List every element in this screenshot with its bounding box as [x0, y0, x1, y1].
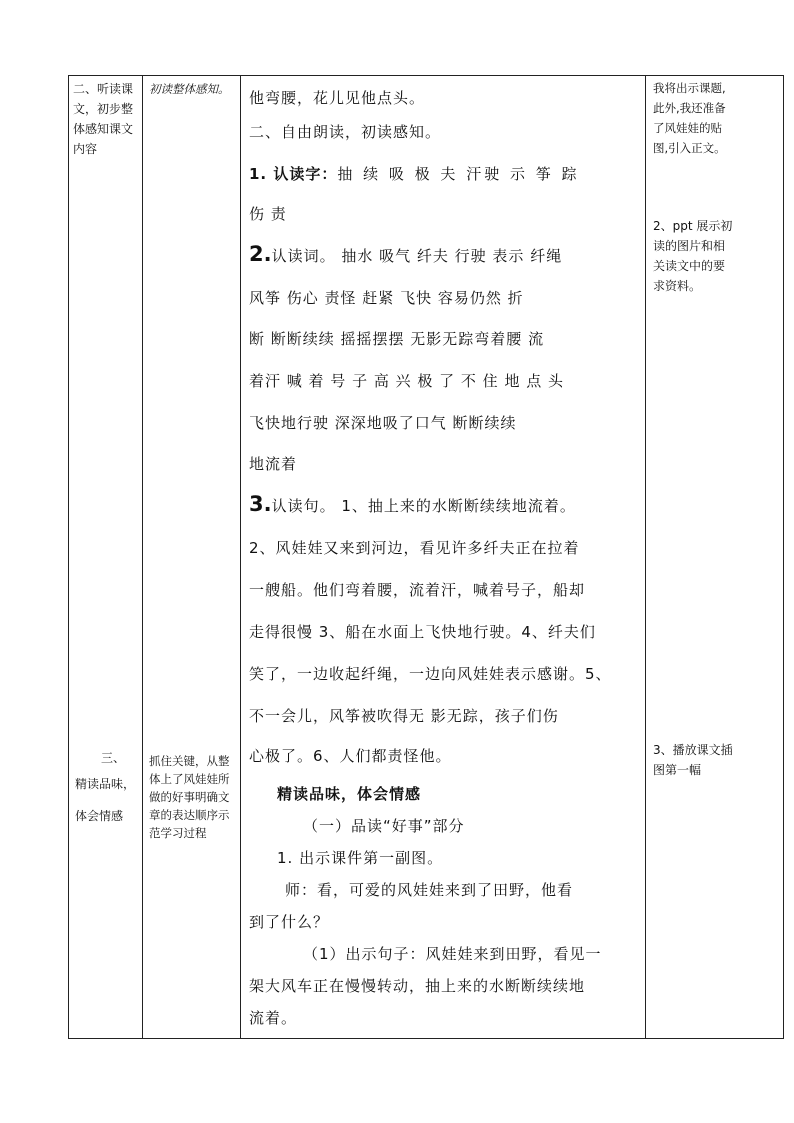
content-line: 风筝 伤心 责怪 赶紧 飞快 容易仍然 折	[249, 289, 524, 307]
content-line: 心极了。6、人们都责怪他。	[249, 747, 452, 765]
content-line: 一艘船。他们弯着腰，流着汗，喊着号子，船却	[249, 581, 586, 599]
word-list: 认读词。 抽水 吸气 纤夫 行驶 表示 纤绳	[271, 247, 563, 265]
item-number: 2.	[249, 242, 272, 266]
step-3-title-line1: 三、	[101, 751, 126, 765]
content-line: （1）出示句子：风娃娃来到田野，看见一	[303, 945, 602, 963]
content-line: 到了什么？	[249, 913, 330, 931]
step-3-title-line2: 精读品味，	[75, 777, 136, 791]
content-column	[241, 76, 646, 1039]
content-line: 不一会儿，风筝被吹得无 影无踪，孩子们伤	[249, 707, 559, 725]
step-3-title-line3: 体会情感	[75, 809, 124, 823]
content-line: 着汗 喊 着 号 子 高 兴 极 了 不 住 地 点 头	[249, 372, 564, 390]
content-line: 流着。	[249, 1009, 298, 1027]
step-column	[69, 76, 143, 1039]
content-line: 飞快地行驶 深深地吸了口气 断断续续	[249, 414, 517, 432]
content-line	[249, 494, 576, 516]
content-line	[249, 244, 562, 266]
note-1: 我将出示课题,此外,我还准备了风娃娃的贴图,引入正文。	[653, 81, 726, 155]
content-line: 1. 出示课件第一副图。	[277, 849, 444, 867]
goal-3-text: 抓住关键，从整体上了风娃娃所做的好事明确文章的表达顺序示范学习过程	[149, 754, 230, 840]
table-row	[69, 76, 784, 1039]
goal-2-text: 初读整体感知。	[149, 82, 230, 96]
content-line: 伤 责	[249, 205, 287, 223]
lesson-plan-table	[68, 75, 784, 1039]
content-line: 断 断断续续 摇摇摆摆 无影无踪弯着腰 流	[249, 330, 545, 348]
char-list-label: 1. 认读字：	[249, 165, 338, 183]
step-2-title: 二、听读课文，初步整体感知课文内容	[73, 82, 134, 156]
goal-column	[143, 76, 241, 1039]
char-list: 抽 续 吸 极 夫 汗驶 示 筝 踪	[337, 165, 580, 183]
content-line: 地流着	[249, 455, 298, 473]
content-line: 二、自由朗读，初读感知。	[249, 123, 442, 141]
content-line: 笑了，一边收起纤绳，一边向风娃娃表示感谢。5、	[249, 665, 612, 683]
content-line: 2、风娃娃又来到河边，看见许多纤夫正在拉着	[249, 539, 580, 557]
content-line	[249, 164, 580, 184]
note-2: 2、ppt 展示初读的图片和相关读文中的要求资料。	[653, 219, 733, 293]
content-line: 走得很慢 3、船在水面上飞快地行驶。4、纤夫们	[249, 623, 596, 641]
content-line: 他弯腰，花儿见他点头。	[249, 89, 426, 107]
note-3: 3、播放课文插图第一幅	[653, 743, 733, 777]
content-line: （一）品读“好事”部分	[303, 817, 465, 835]
section-heading: 精读品味，体会情感	[277, 785, 422, 803]
content-line: 师：看，可爱的风娃娃来到了田野，他看	[285, 881, 574, 899]
notes-column	[646, 76, 784, 1039]
sentence-list: 认读句。 1、抽上来的水断断续续地流着。	[271, 497, 576, 515]
item-number: 3.	[249, 492, 272, 516]
content-line: 架大风车正在慢慢转动，抽上来的水断断续续地	[249, 977, 586, 995]
